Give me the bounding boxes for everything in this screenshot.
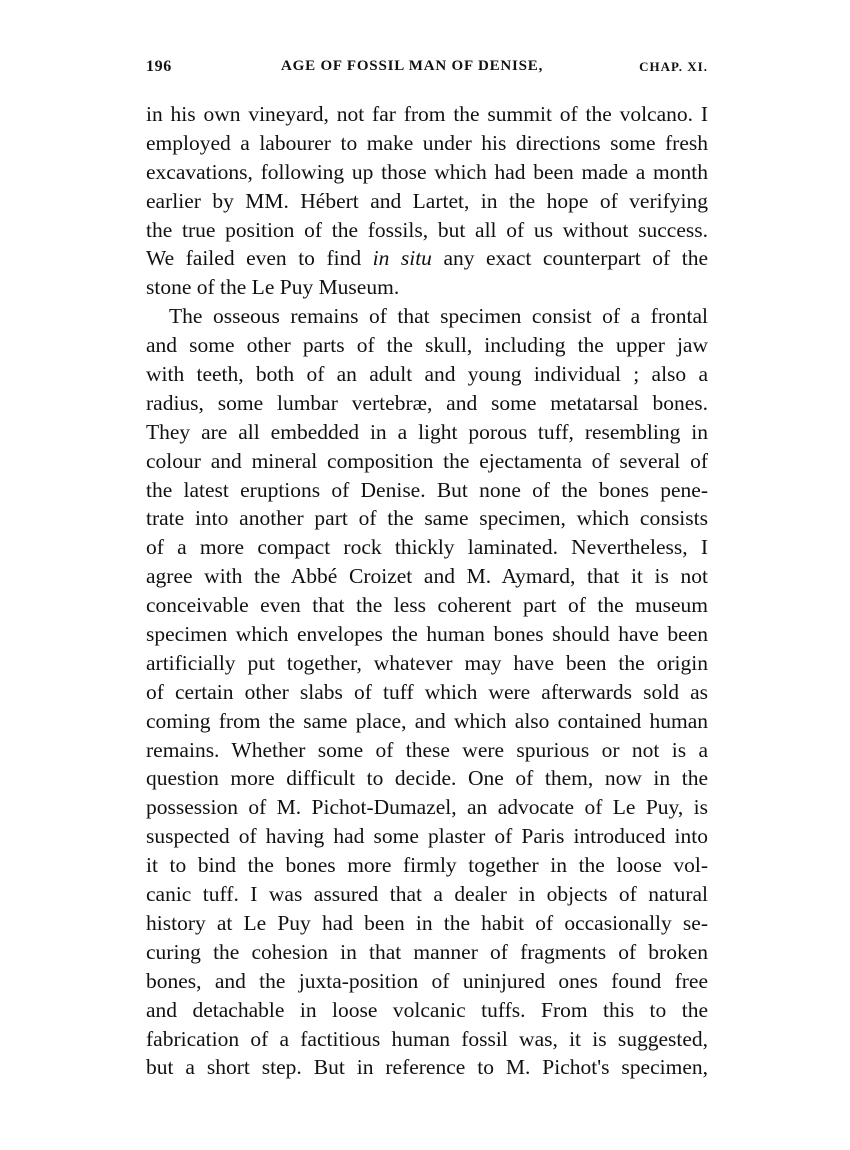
text-fragment: We failed even to find bbox=[146, 246, 373, 271]
running-title: AGE OF FOSSIL MAN OF DENISE, bbox=[281, 58, 544, 74]
text-line: possession of M. Pichot-Dumazel, an advocate of Le Puy, is bbox=[146, 795, 708, 820]
text-line: specimen which envelopes the human bones should have been bbox=[146, 622, 708, 647]
running-head bbox=[146, 58, 708, 82]
text-line: earlier by MM. Hébert and Lartet, in the hope of verifying bbox=[146, 188, 708, 213]
text-line: but a short step. But in reference to M. Pichot's specimen, bbox=[146, 1055, 708, 1080]
text-line: artificially put together, whatever may have been the origin bbox=[146, 650, 708, 675]
text-line: remains. Whether some of these were spurious or not is a bbox=[146, 737, 708, 762]
text-line: canic tuff. I was assured that a dealer in objects of natural bbox=[146, 882, 708, 907]
text-line: the true position of the fossils, but all of us without success. bbox=[146, 217, 708, 242]
text-line: They are all embedded in a light porous tuff, resembling in bbox=[146, 419, 708, 444]
text-line: history at Le Puy had been in the habit of occasionally se- bbox=[146, 910, 708, 935]
page-number: 196 bbox=[146, 58, 172, 75]
text-line: question more difficult to decide. One of them, now in the bbox=[146, 766, 708, 791]
text-line: fabrication of a factitious human fossil was, it is suggested, bbox=[146, 1026, 708, 1051]
text-line: and detachable in loose volcanic tuffs. From this to the bbox=[146, 997, 708, 1022]
text-line: and some other parts of the skull, including the upper jaw bbox=[146, 333, 708, 358]
text-line: of certain other slabs of tuff which were afterwards sold as bbox=[146, 679, 708, 704]
italic-phrase: in situ bbox=[372, 246, 432, 271]
text-line: conceivable even that the less coherent part of the museum bbox=[146, 593, 708, 618]
text-line: coming from the same place, and which also contained human bbox=[146, 708, 708, 733]
text-line: bones, and the juxta-position of uninjured ones found free bbox=[146, 968, 708, 993]
text-line: colour and mineral composition the ejectamenta of several of bbox=[146, 448, 708, 473]
text-fragment: any exact counterpart of the bbox=[431, 246, 708, 271]
text-line: employed a labourer to make under his directions some fresh bbox=[146, 130, 708, 155]
text-line: radius, some lumbar vertebræ, and some metatarsal bones. bbox=[146, 390, 708, 415]
text-line: it to bind the bones more firmly together in the loose vol- bbox=[146, 853, 708, 878]
text-line: agree with the Abbé Croizet and M. Aymard, that it is not bbox=[146, 564, 708, 589]
text-line: excavations, following up those which had been made a month bbox=[146, 159, 708, 184]
paragraph-first-line: The osseous remains of that specimen consist of a frontal bbox=[169, 304, 708, 329]
text-line: suspected of having had some plaster of Paris introduced into bbox=[146, 824, 708, 849]
text-line: the latest eruptions of Denise. But none of the bones pene- bbox=[146, 477, 708, 502]
text-line: trate into another part of the same specimen, which consists bbox=[146, 506, 708, 531]
text-line: curing the cohesion in that manner of fragments of broken bbox=[146, 939, 708, 964]
paragraph-end-line: stone of the Le Puy Museum. bbox=[146, 275, 400, 300]
text-line: with teeth, both of an adult and young individual ; also a bbox=[146, 362, 708, 387]
text-line bbox=[146, 244, 708, 273]
body-text bbox=[146, 100, 708, 1082]
text-line: of a more compact rock thickly laminated. Nevertheless, I bbox=[146, 535, 708, 560]
text-line: in his own vineyard, not far from the summit of the volcano. I bbox=[146, 102, 708, 126]
chapter-label: CHAP. XI. bbox=[639, 59, 708, 74]
